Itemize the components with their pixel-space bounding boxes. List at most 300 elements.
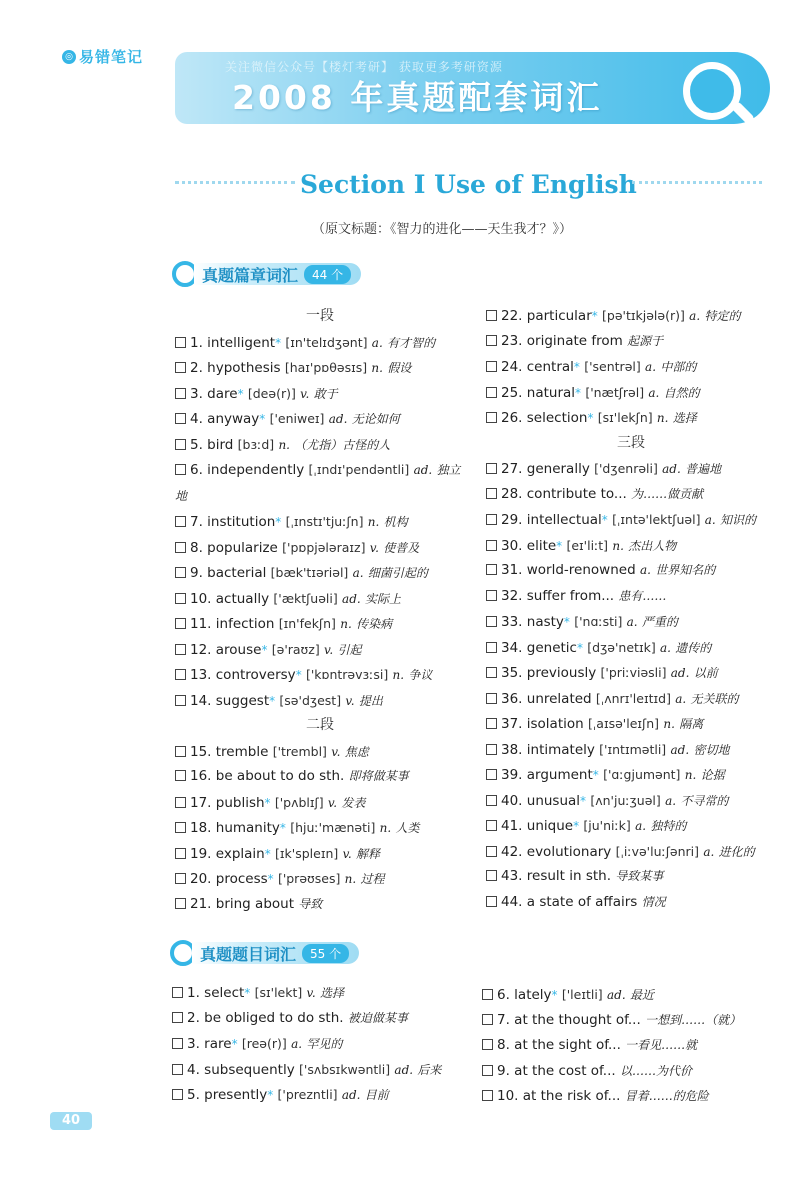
vocab-word: 6. independently [190, 462, 305, 478]
vocab-pronunciation: ['ɪntɪmətli] [599, 741, 667, 757]
vocab-word: 44. a state of affairs [501, 893, 638, 910]
vocab-meaning: 选择 [320, 986, 345, 1000]
vocab-item[interactable] [486, 482, 776, 508]
checkbox-icon[interactable] [486, 795, 497, 806]
vocab-column-2 [486, 303, 776, 915]
vocab-pronunciation: [ʌn'juːʒuəl] [590, 792, 661, 808]
subhead-label: 真题篇章词汇 [202, 265, 299, 285]
vocab-column-3 [172, 980, 472, 1108]
vocab-pos: a. [704, 513, 716, 527]
vocab-word: 10. at the risk of... [497, 1088, 621, 1104]
vocab-pos: v. [300, 386, 310, 401]
vocab-item[interactable] [175, 841, 465, 867]
vocab-item[interactable] [486, 533, 776, 559]
vocab-word: 1. select [187, 985, 245, 1001]
vocab-pos: n. [344, 872, 357, 886]
vocab-item[interactable] [486, 864, 776, 890]
checkbox-icon[interactable] [175, 542, 186, 553]
vocab-pos: n. [392, 668, 405, 682]
vocab-meaning: 解释 [356, 846, 381, 861]
vocab-item[interactable] [486, 329, 776, 355]
vocab-pronunciation: [ˌaɪsə'leɪʃn] [587, 716, 660, 731]
checkbox-icon[interactable] [175, 439, 186, 450]
vocab-column-4 [482, 982, 782, 1110]
vocab-pos: v. [324, 642, 334, 657]
star-icon: * [259, 412, 266, 426]
page-title: 2008 年真题配套词汇 [232, 78, 603, 117]
vocab-meaning: 密切地 [693, 742, 730, 757]
star-icon: * [556, 538, 563, 553]
vocab-meaning: 后来 [417, 1062, 442, 1077]
vocab-item[interactable] [175, 739, 465, 765]
vocab-meaning: 杰出人物 [628, 538, 677, 553]
vocab-pos: n. [367, 515, 380, 529]
vocab-word: 38. intimately [501, 741, 595, 758]
subhead-count: 55 个 [302, 944, 349, 963]
checkbox-icon[interactable] [486, 693, 497, 704]
vocab-meaning: 有才智的 [387, 335, 436, 350]
checkbox-icon[interactable] [486, 667, 497, 678]
vocab-meaning: 最近 [629, 988, 654, 1002]
vocab-word: 23. originate from [501, 332, 623, 349]
vocab-item[interactable] [172, 1057, 472, 1083]
vocab-word: 39. argument [501, 767, 593, 783]
vocab-meaning: 普遍地 [685, 462, 722, 476]
vocab-pos: a. [645, 360, 657, 374]
vocab-item[interactable] [175, 330, 465, 356]
vocab-pronunciation: ['trembl] [272, 743, 327, 759]
vocab-meaning: 无论如何 [351, 412, 400, 426]
vocab-item[interactable] [175, 406, 465, 432]
subhead-bar [192, 942, 359, 964]
vocab-word: 4. subsequently [187, 1061, 295, 1078]
star-icon: * [279, 821, 286, 835]
vocab-item[interactable] [486, 507, 776, 533]
checkbox-icon[interactable] [482, 1039, 493, 1050]
subhead-count: 44 个 [304, 265, 351, 284]
vocab-pos: a. [635, 819, 647, 833]
vocab-pronunciation: [deə(r)] [247, 385, 296, 401]
vocab-word: 14. suggest [190, 692, 270, 709]
checkbox-icon[interactable] [486, 718, 497, 729]
checkbox-icon[interactable] [175, 873, 186, 884]
vocab-pos: n. [656, 411, 669, 425]
checkbox-icon[interactable] [175, 618, 186, 629]
checkbox-icon[interactable] [486, 820, 497, 831]
vocab-pronunciation: ['eniweɪ] [269, 411, 325, 426]
vocab-pronunciation: [hjuː'mænəti] [290, 820, 376, 835]
vocab-item[interactable] [482, 1008, 782, 1034]
vocab-item[interactable] [172, 1006, 472, 1032]
vocab-pos: ad. [670, 742, 690, 757]
checkbox-icon[interactable] [486, 590, 497, 601]
vocab-pos: n. [371, 361, 383, 375]
vocab-item[interactable] [486, 584, 776, 610]
vocab-pos: a. [639, 563, 651, 577]
vocab-pos: n. [379, 821, 392, 835]
checkbox-icon[interactable] [486, 540, 497, 551]
vocab-pronunciation: ['priːviəsli] [600, 665, 667, 680]
vocab-pos: n. [663, 717, 675, 731]
checkbox-icon[interactable] [172, 1012, 183, 1023]
vocab-pronunciation: ['æktʃuəli] [273, 590, 338, 606]
subhead-question-vocab [170, 940, 359, 966]
vocab-item[interactable] [175, 637, 465, 663]
checkbox-icon[interactable] [486, 846, 497, 857]
subhead-passage-vocab [172, 261, 361, 287]
vocab-item[interactable] [486, 660, 776, 686]
vocab-meaning: 争议 [408, 668, 433, 682]
vocab-pos: v. [342, 846, 352, 861]
magnifier-icon [683, 62, 741, 120]
star-icon: * [563, 615, 570, 629]
vocab-item[interactable] [172, 1031, 472, 1057]
vocab-meaning: 知识的 [720, 513, 757, 527]
vocab-meaning: 实际上 [365, 591, 402, 606]
vocab-item[interactable] [175, 688, 465, 714]
checkbox-icon[interactable] [175, 593, 186, 604]
vocab-pronunciation: ['prezntli] [277, 1087, 338, 1102]
vocab-pronunciation: [sɪ'lekt] [254, 985, 303, 1000]
vocab-item[interactable] [486, 303, 776, 329]
vocab-meaning: 以……为代价 [619, 1063, 692, 1078]
vocab-word: 2. be obliged to do sth. [187, 1009, 344, 1026]
vocab-item[interactable] [486, 405, 776, 431]
vocab-item[interactable] [486, 890, 776, 916]
vocab-pos: a. [703, 844, 715, 859]
vocab-meaning: 中部的 [660, 360, 697, 374]
vocab-word: 2. hypothesis [190, 360, 281, 376]
vocab-word: 21. bring about [190, 895, 294, 912]
checkbox-icon[interactable] [175, 464, 186, 475]
star-icon: * [244, 986, 251, 1000]
vocab-item[interactable] [175, 866, 465, 892]
vocab-item[interactable] [175, 586, 465, 612]
vocab-meaning: 被迫做某事 [347, 1010, 408, 1025]
vocab-meaning: 以前 [693, 666, 718, 680]
vocab-pos: a. [665, 793, 677, 808]
vocab-meaning: 起源于 [627, 333, 664, 348]
vocab-meaning: 提出 [358, 693, 383, 708]
vocab-word: 17. publish [190, 794, 265, 811]
vocab-item[interactable] [482, 1084, 782, 1110]
vocab-item[interactable] [486, 737, 776, 763]
vocab-word: 13. controversy [190, 667, 296, 683]
vocab-pronunciation: [ɪn'fekʃn] [278, 616, 336, 631]
vocab-pos: ad. [662, 462, 681, 476]
vocab-pronunciation: ['ɑːgjumənt] [603, 767, 681, 782]
vocab-pronunciation: [sə'dʒest] [279, 692, 342, 708]
vocab-meaning: 一看见……就 [625, 1038, 698, 1052]
checkbox-icon[interactable] [486, 335, 497, 346]
checkbox-icon[interactable] [175, 898, 186, 909]
star-icon: * [573, 819, 580, 833]
divider-right [632, 181, 762, 187]
vocab-pronunciation: [ə'raʊz] [271, 641, 320, 657]
star-icon: * [267, 1088, 274, 1102]
checkbox-icon[interactable] [175, 695, 186, 706]
vocab-item[interactable] [175, 381, 465, 407]
vocab-pronunciation: [haɪ'pɒθəsɪs] [284, 360, 368, 375]
vocab-pronunciation: [sɪ'lekʃn] [597, 410, 653, 425]
vocab-pos: ad. [341, 1088, 361, 1102]
vocab-item[interactable] [486, 762, 776, 788]
vocab-pos: ad. [413, 463, 433, 477]
vocab-meaning: 不寻常的 [680, 793, 729, 808]
vocab-item[interactable] [486, 354, 776, 380]
vocab-item[interactable] [175, 764, 465, 790]
checkbox-icon[interactable] [175, 388, 186, 399]
vocab-pronunciation: [bɜːd] [237, 436, 275, 452]
vocab-pronunciation: [pə'tɪkjələ(r)] [602, 308, 685, 323]
vocab-pronunciation: [ˌɪnstɪ'tjuːʃn] [285, 514, 364, 529]
vocab-word: 43. result in sth. [501, 868, 612, 884]
original-title: （原文标题：《智力的进化——天生我才？》） [312, 222, 573, 237]
vocab-item[interactable] [486, 711, 776, 737]
vocab-item[interactable] [175, 509, 465, 535]
vocab-meaning: 选择 [672, 411, 697, 425]
vocab-meaning: 为……做贡献 [631, 486, 704, 501]
vocab-item[interactable] [175, 560, 465, 586]
checkbox-icon[interactable] [175, 746, 186, 757]
vocab-pos: ad. [328, 412, 348, 426]
vocab-meaning: 一想到……（就） [645, 1012, 742, 1027]
vocab-meaning: 罕见的 [306, 1037, 343, 1051]
star-icon: * [231, 1037, 238, 1051]
vocab-meaning: 目前 [364, 1088, 389, 1102]
vocab-meaning: 导致某事 [615, 869, 664, 883]
vocab-word: 9. bacterial [190, 565, 267, 581]
vocab-item[interactable] [172, 980, 472, 1006]
checkbox-icon[interactable] [486, 488, 497, 499]
vocab-item[interactable] [175, 815, 465, 841]
vocab-item[interactable] [486, 788, 776, 814]
vocab-pos: a. [371, 335, 383, 350]
vocab-pronunciation: [ˌʌnrɪ'leɪtɪd] [595, 690, 671, 706]
checkbox-icon[interactable] [175, 516, 186, 527]
vocab-meaning: 自然的 [663, 385, 700, 400]
vocab-pronunciation: [eɪ'liːt] [566, 537, 609, 553]
vocab-word: 12. arouse [190, 641, 262, 658]
vocab-pos: n. [340, 617, 352, 631]
logo-mark-icon: ◎ [62, 50, 76, 64]
vocab-word: 24. central [501, 359, 574, 375]
checkbox-icon[interactable] [486, 564, 497, 575]
star-icon: * [573, 360, 580, 374]
vocab-meaning: 假设 [387, 361, 412, 375]
vocab-word: 8. at the sight of... [497, 1037, 621, 1053]
checkbox-icon[interactable] [175, 822, 186, 833]
vocab-meaning: 发表 [341, 795, 366, 810]
paragraph-heading: 二段 [306, 717, 334, 733]
divider-left [175, 181, 295, 187]
vocab-meaning: 冒着……的危险 [624, 1089, 709, 1103]
vocab-pronunciation: [ˌɪndɪ'pendəntli] [308, 462, 410, 477]
vocab-pronunciation: ['dʒenrəli] [594, 461, 658, 476]
vocab-meaning: 论据 [700, 768, 725, 782]
vocab-word: 19. explain [190, 845, 265, 862]
vocab-word: 4. anyway [190, 411, 260, 427]
vocab-word: 9. at the cost of... [497, 1062, 616, 1079]
vocab-word: 33. nasty [501, 614, 564, 630]
vocab-pronunciation: [ˌɪntə'lektʃuəl] [612, 512, 701, 527]
vocab-item[interactable] [486, 380, 776, 406]
checkbox-icon[interactable] [172, 1089, 183, 1100]
star-icon: * [592, 768, 599, 782]
vocab-word: 22. particular [501, 308, 592, 324]
checkbox-icon[interactable] [175, 797, 186, 808]
vocab-pronunciation: [dʒə'netɪk] [587, 639, 656, 655]
vocab-meaning: 世界知名的 [655, 563, 716, 577]
vocab-item[interactable] [175, 790, 465, 816]
checkbox-icon[interactable] [486, 463, 497, 474]
vocab-word: 1. intelligent [190, 334, 276, 351]
vocab-meaning: 敢于 [313, 386, 338, 401]
vocab-word: 3. rare [187, 1036, 232, 1052]
vocab-meaning: 细菌引起的 [367, 566, 428, 580]
vocab-word: 20. process [190, 871, 268, 887]
vocab-item[interactable] [175, 457, 465, 509]
star-icon: * [551, 988, 558, 1002]
vocab-meaning: 无关联的 [690, 691, 739, 706]
checkbox-icon[interactable] [486, 769, 497, 780]
vocab-word: 40. unusual [501, 792, 581, 809]
vocab-pronunciation: [bæk'tɪəriəl] [270, 565, 349, 580]
vocab-word: 16. be about to do sth. [190, 768, 345, 784]
vocab-pronunciation: ['leɪtli] [561, 987, 603, 1002]
star-icon: * [587, 411, 594, 425]
vocab-word: 7. at the thought of... [497, 1011, 641, 1028]
star-icon: * [269, 693, 276, 708]
checkbox-icon[interactable] [482, 1090, 493, 1101]
checkbox-icon[interactable] [486, 514, 497, 525]
checkbox-icon[interactable] [486, 310, 497, 321]
star-icon: * [275, 335, 282, 350]
checkbox-icon[interactable] [175, 848, 186, 859]
vocab-meaning: 焦虑 [344, 744, 369, 759]
vocab-word: 7. institution [190, 514, 276, 530]
checkbox-icon[interactable] [482, 989, 493, 1000]
vocab-pos: a. [352, 566, 364, 580]
vocab-pos: a. [291, 1037, 303, 1051]
vocab-word: 15. tremble [190, 743, 269, 760]
checkbox-icon[interactable] [486, 870, 497, 881]
vocab-meaning: 特定的 [704, 309, 741, 323]
star-icon: * [264, 795, 271, 810]
vocab-item[interactable] [486, 839, 776, 865]
checkbox-icon[interactable] [486, 744, 497, 755]
vocab-pos: v. [306, 986, 316, 1000]
vocab-item[interactable] [175, 535, 465, 561]
checkbox-icon[interactable] [172, 1038, 183, 1049]
checkbox-icon[interactable] [486, 387, 497, 398]
vocab-item[interactable] [482, 982, 782, 1008]
vocab-item[interactable] [175, 662, 465, 688]
vocab-item[interactable] [175, 355, 465, 381]
vocab-item[interactable] [482, 1033, 782, 1059]
star-icon: * [261, 642, 268, 657]
vocab-meaning: 即将做某事 [348, 769, 409, 783]
vocab-pronunciation: ['nɑːsti] [574, 614, 623, 629]
star-icon: * [237, 386, 244, 401]
vocab-pos: a. [675, 691, 687, 706]
vocab-item[interactable] [175, 432, 465, 458]
vocab-word: 35. previously [501, 665, 597, 681]
checkbox-icon[interactable] [486, 361, 497, 372]
vocab-meaning: 机构 [383, 515, 408, 529]
checkbox-icon[interactable] [175, 644, 186, 655]
star-icon: * [264, 846, 271, 861]
vocab-meaning: 严重的 [641, 615, 678, 629]
checkbox-icon[interactable] [172, 987, 183, 998]
checkbox-icon[interactable] [486, 896, 497, 907]
vocab-word: 36. unrelated [501, 690, 592, 707]
checkbox-icon[interactable] [482, 1065, 493, 1076]
vocab-pos: v. [331, 744, 341, 759]
vocab-pronunciation: ['sentrəl] [584, 359, 641, 374]
vocab-pos: ad. [670, 666, 690, 680]
vocab-item[interactable] [486, 813, 776, 839]
checkbox-icon[interactable] [175, 413, 186, 424]
vocab-word: 5. bird [190, 436, 234, 453]
vocab-pronunciation: [reə(r)] [241, 1036, 287, 1051]
vocab-word: 25. natural [501, 384, 576, 401]
vocab-item[interactable] [482, 1059, 782, 1085]
checkbox-icon[interactable] [175, 669, 186, 680]
vocab-meaning: 过程 [360, 872, 385, 886]
vocab-pos: a. [626, 615, 638, 629]
vocab-pronunciation: [ju'niːk] [583, 818, 631, 833]
checkbox-icon[interactable] [486, 412, 497, 423]
checkbox-icon[interactable] [486, 642, 497, 653]
vocab-word: 10. actually [190, 590, 270, 607]
vocab-pronunciation: ['pʌblɪʃ] [274, 794, 324, 810]
vocab-pronunciation: [ˌiːvə'luːʃənri] [615, 843, 700, 859]
vocab-pronunciation: ['sʌbsɪkwəntli] [299, 1061, 391, 1077]
checkbox-icon[interactable] [482, 1014, 493, 1025]
vocab-pronunciation: ['nætʃrəl] [585, 384, 645, 400]
checkbox-icon[interactable] [175, 362, 186, 373]
subhead-label: 真题题目词汇 [200, 944, 297, 964]
vocab-word: 32. suffer from... [501, 587, 615, 604]
vocab-item[interactable] [486, 558, 776, 584]
page-number: 40 [50, 1112, 92, 1130]
checkbox-icon[interactable] [175, 567, 186, 578]
vocab-pos: ad. [342, 591, 361, 606]
vocab-item[interactable] [486, 609, 776, 635]
brand-logo [62, 46, 143, 67]
vocab-word: 26. selection [501, 410, 588, 426]
vocab-item[interactable] [486, 456, 776, 482]
vocab-meaning: 引起 [337, 642, 362, 657]
vocab-item[interactable] [172, 1082, 472, 1108]
vocab-meaning: 独特的 [650, 819, 687, 833]
vocab-word: 5. presently [187, 1087, 268, 1103]
vocab-pos: n. [612, 538, 624, 553]
vocab-item[interactable] [175, 892, 465, 918]
checkbox-icon[interactable] [175, 770, 186, 781]
checkbox-icon[interactable] [486, 616, 497, 627]
checkbox-icon[interactable] [172, 1064, 183, 1075]
vocab-item[interactable] [486, 686, 776, 712]
vocab-item[interactable] [175, 611, 465, 637]
checkbox-icon[interactable] [175, 337, 186, 348]
vocab-item[interactable] [486, 635, 776, 661]
vocab-pos: ad. [607, 988, 626, 1002]
vocab-word: 28. contribute to... [501, 485, 627, 502]
star-icon: * [591, 309, 598, 323]
star-icon: * [275, 515, 282, 529]
